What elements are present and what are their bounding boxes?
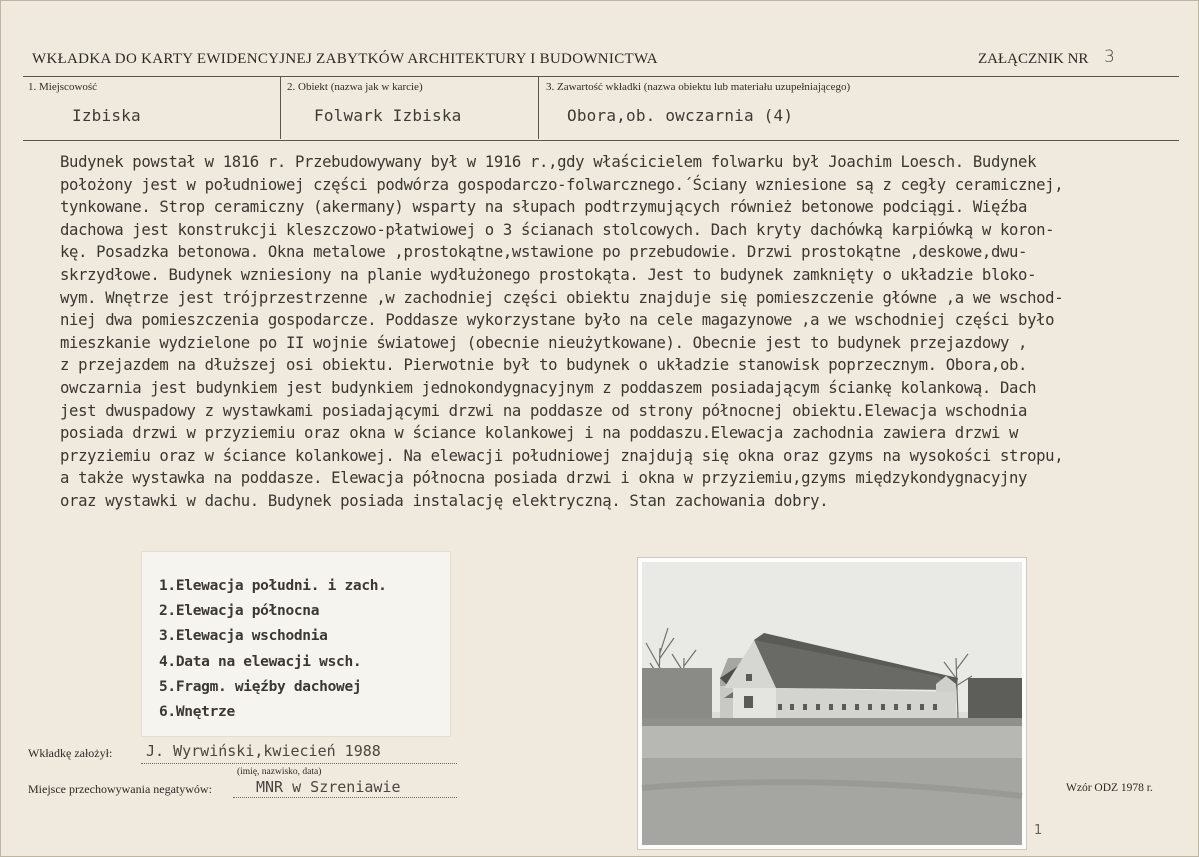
negatives-location-label: Miejsce przechowywania negatywów:: [28, 782, 212, 796]
description-line: oraz wystawki w dachu. Budynek posiada instalację elektryczną. Stan zachowania dobry.: [60, 491, 829, 510]
building-photo: [637, 557, 1027, 850]
description-line: położony jest w południowej części podwórza gospodarczo-folwarcznego.´Ściany wzniesione są z cegły ceramicznej,: [60, 175, 1064, 194]
description-line: przyziemiu oraz w ściance kolankowej. Na elewacji południowej znajdują się okna oraz gzyms na wysokości stropu,: [60, 446, 1064, 465]
description-line: wym. Wnętrze jest trójprzestrzenne ,w zachodniej części obiektu znajduje się pomieszczenie główne ,a we wschod-: [60, 288, 1064, 307]
description-line: jest dwuspadowy z wystawkami posiadającymi drzwi na poddasze od strony północnej obiektu.Elewacja wschodnia: [60, 401, 1028, 420]
photo-list: [159, 574, 387, 725]
photo-list-item: 2.Elewacja północna: [159, 603, 320, 620]
photo-list-item: 3.Elewacja wschodnia: [159, 628, 328, 645]
photo-list-item: 6.Wnętrze: [159, 704, 235, 721]
description-line: mieszkanie wydzielone po II wojnie światowej (obecnie nieużytkowane). Obecnie jest to budynek przejazdowy ,: [60, 333, 1028, 352]
description-line: Budynek powstał w 1816 r. Przebudowywany był w 1916 r.,gdy właścicielem folwarku był Joachim Loesch. Budynek: [60, 153, 1037, 171]
founded-by-value: J. Wyrwiński,kwiecień 1988: [146, 742, 381, 760]
locality-label: 1. Miejscowość: [28, 81, 98, 93]
barn-photo-image: [638, 558, 1026, 849]
fields-divider: [23, 140, 1179, 141]
founded-by-line: [141, 763, 457, 764]
founded-by-label: Wkładkę założył:: [28, 746, 113, 760]
header-divider: [23, 76, 1179, 77]
description-line: tynkowane. Strop ceramiczny (akermany) wsparty na słupach podtrzymujących również betonowe podciągi. Więźba: [60, 198, 1028, 217]
photo-list-item: 1.Elewacja południ. i zach.: [159, 578, 387, 594]
description-line: niej dwa pomieszczenia gospodarcze. Poddasze wykorzystane było na cele magazynowe ,a we wschodniej części było: [60, 311, 1055, 330]
negatives-location-value: MNR w Szreniawie: [256, 778, 401, 796]
description-line: a także wystawka na poddasze. Elewacja północna posiada drzwi i okna w przyziemiu,gzyms międzykondygnacyjny: [60, 469, 1028, 488]
form-template-id: Wzór ODZ 1978 r.: [1066, 782, 1153, 794]
description-text: [60, 151, 1190, 513]
object-label: 2. Obiekt (nazwa jak w karcie): [287, 81, 423, 93]
pencil-number: 1: [1034, 823, 1043, 838]
object-value: Folwark Izbiska: [314, 106, 462, 125]
negatives-location-line: [233, 797, 457, 798]
content-label: 3. Zawartość wkładki (nazwa obiektu lub materiału uzupełniającego): [546, 81, 851, 93]
description-line: dachowa jest konstrukcji kleszczowo-płatwiowej o 3 ścianach stolcowych. Dach kryty dachówką karpiówką w koron-: [60, 220, 1055, 239]
field-divider-2: [538, 77, 539, 139]
description-line: kę. Posadzka betonowa. Okna metalowe ,prostokątne,wstawione po przebudowie. Drzwi prostokątne ,deskowe,dwu-: [60, 243, 1028, 262]
description-line: skrzydłowe. Budynek wzniesiony na planie wydłużonego prostokąta. Jest to budynek zamknięty o układzie bloko-: [60, 265, 1037, 284]
locality-value: Izbiska: [72, 106, 141, 125]
attachment-number: 3: [1104, 47, 1115, 67]
photo-list-slip: [141, 551, 451, 737]
field-divider-1: [280, 77, 281, 139]
description-line: posiada drzwi w przyziemiu oraz okna w ściance kolankowej i na poddaszu.Elewacja zachodnia zawiera drzwi w: [60, 424, 1019, 443]
content-value: Obora,ob. owczarnia (4): [567, 106, 794, 125]
description-line: owczarnia jest budynkiem jest budynkiem jednokondygnacyjnym z poddaszem posiadającym ściankę kolankową. Dach: [60, 378, 1037, 397]
photo-list-item: 5.Fragm. więźby dachowej: [159, 678, 362, 695]
form-title: WKŁADKA DO KARTY EWIDENCYJNEJ ZABYTKÓW ARCHITEKTURY I BUDOWNICTWA: [32, 51, 658, 67]
attachment-label: ZAŁĄCZNIK NR: [978, 51, 1089, 67]
founded-by-note: (imię, nazwisko, data): [237, 767, 322, 777]
description-line: z przejazdem na dłuższej osi obiektu. Pierwotnie był to budynek o układzie stanowisk poprzecznym. Obora,ob.: [60, 356, 1028, 375]
photo-list-item: 4.Data na elewacji wsch.: [159, 653, 362, 670]
